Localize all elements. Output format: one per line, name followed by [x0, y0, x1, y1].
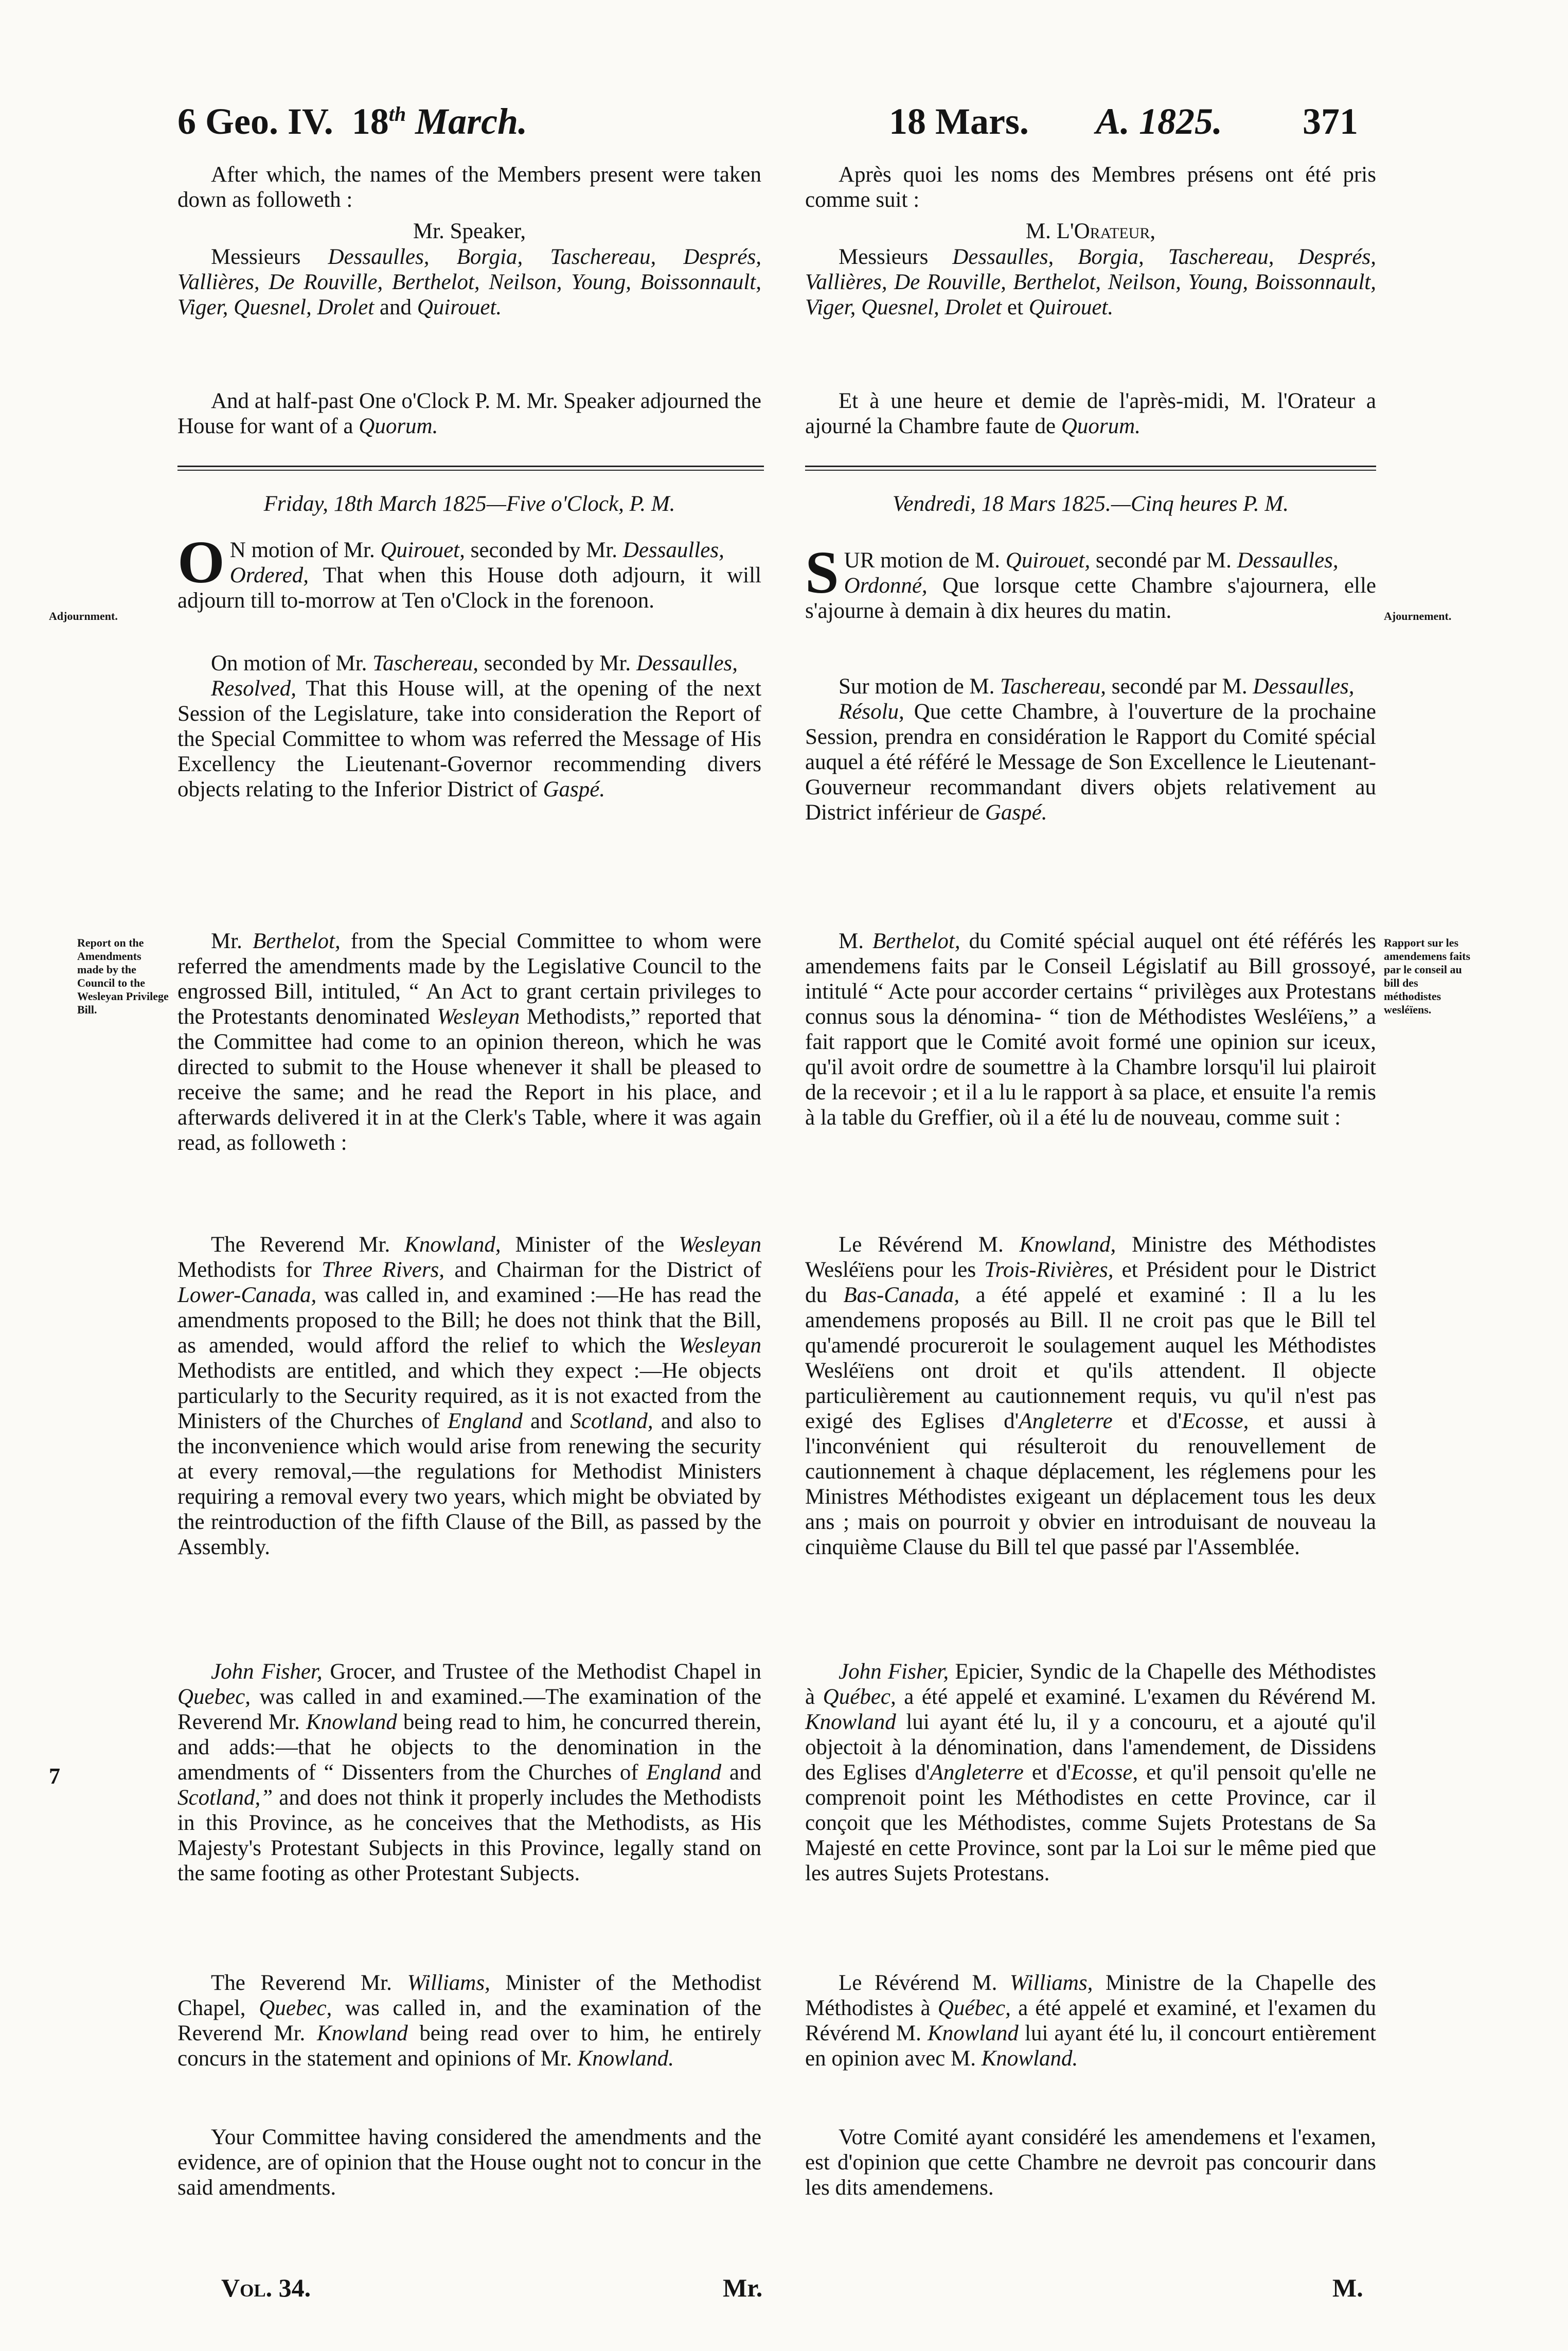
place-name: Ecosse, — [1071, 1760, 1138, 1785]
members-last-fr: Quirouet. — [1028, 295, 1114, 319]
date-line-text: Friday, 18th March 1825—Five o'Clock, P. M. — [263, 492, 675, 516]
evidence-text: was called in, and examined :—He has read the amendments proposed to the Bill; he does not think that the Bill, as amended, would afford the relief to which the — [177, 1283, 762, 1358]
seconder-name: Dessaulles, — [622, 538, 724, 562]
place-name: Gaspé. — [543, 777, 605, 802]
witness-name: Williams, — [407, 1971, 490, 1995]
adjourn-note — [177, 388, 761, 439]
running-head-left — [177, 100, 527, 143]
year-label: A. 1825. — [1096, 101, 1223, 142]
motion-text: seconded by Mr. — [484, 651, 631, 675]
place-name: Quebec, — [259, 1996, 332, 2020]
members-list-fr — [805, 244, 1376, 320]
conclusion-text-fr: Votre Comité ayant considéré les amendemens et l'examen, est d'opinion que cette Chambre ne devroit pas concourir dans les dits amendemens. — [805, 2125, 1376, 2200]
motion-text: N motion of Mr. — [229, 538, 375, 562]
place-name: Ecosse, — [1182, 1409, 1249, 1433]
evidence-text: The Reverend Mr. — [211, 1971, 392, 1995]
motion-text: Sur motion de M. — [839, 674, 995, 699]
evidence-text: Methodists are entitled, and which they expect :—He objects particularly to the Security required, as it is not exacted from the Ministers of the Churches of — [177, 1359, 761, 1433]
place-name: Québec, — [823, 1685, 896, 1709]
place-name: Angleterre — [930, 1760, 1024, 1785]
report-text: Mr. — [211, 929, 242, 953]
evidence-text: et d' — [1131, 1409, 1182, 1433]
report-text: Methodists,” reported that the Committee had come to an opinion thereon, which he was directed to submit to the House whenever it shall be pleased to receive the same; and he read the Report in his place, and afterwards delivered it in at the Clerk's Table, where it was again read, as followeth : — [177, 1005, 762, 1155]
fisher-evidence-fr — [805, 1659, 1376, 1886]
evidence-text: et qu'il pensoit qu'elle ne comprenoit point les Méthodistes en cette Province, car il conçoit que les Méthodistes, comme Sujets Protestans de Sa Majesté en cette Province, sont par la Loi sur le même pied que les autres Sujets Protestans. — [805, 1760, 1377, 1885]
evidence-text: a été appelé et examiné, et l'examen du Révérend M. — [805, 1996, 1376, 2045]
resolved-word: Résolu, — [839, 700, 904, 724]
report-text: from the Special Committee to whom were referred the amendments made by the Legislative Council to the engrossed Bill, intituled, “ An Act to grant certain privileges to the Protestants denominated — [177, 929, 762, 1029]
members-intro-text: After which, the names of the Members present were taken down as followeth : — [177, 163, 761, 212]
place-name: Three Rivers, — [322, 1258, 445, 1282]
date-line — [177, 491, 761, 516]
witness-name: John Fisher, — [839, 1660, 949, 1684]
evidence-text: Methodists for — [177, 1258, 312, 1282]
denomination: Wesleyan — [437, 1005, 520, 1029]
motion-text: seconded by Mr. — [470, 538, 618, 562]
evidence-text: Ministre de la Chapelle des Méthodistes à — [805, 1971, 1377, 2020]
report-text: du Comité spécial auquel ont été référés les amendemens faits par le Conseil Législatif au Bill grossoyé, intitulé “ Acte pour accorder certains “ privilèges aux Protestans connus sous la dénomina- “ tion de Méthodistes Wesléïens,” a fait rapport que le Comité avoit formé une opinion sur iceux, qu'il avoit ordre de soumettre à la Chambre lorsqu'il lui plairoit de la recevoir ; et il a lu le rapport à sa place, et ensuite l'a remis à la table du Greffier, où il a été lu de nouveau, comme suit : — [805, 929, 1376, 1130]
motion-text: secondé par M. — [1111, 674, 1248, 699]
members-intro-fr — [805, 162, 1376, 212]
witness-name: Knowland, — [404, 1233, 501, 1257]
date-month: March. — [415, 101, 528, 142]
williams-evidence-fr — [805, 1970, 1376, 2071]
evidence-text: being read over to him, he entirely concurs in the statement and opinions of Mr. — [177, 2021, 762, 2071]
place-name: Lower-Canada, — [177, 1283, 317, 1307]
evidence-text: and also to the inconvenience which would arise from renewing the security at every removal,—the regulations for Methodist Ministers requiring a removal every two years, which might be obviated by the reintroduction of the fifth Clause of the Bill, as passed by the Assembly. — [177, 1409, 762, 1559]
place-name: Québec, — [937, 1996, 1011, 2020]
evidence-text: Ministre des Méthodistes Wesléïens pour les — [805, 1233, 1377, 1282]
motion-adjourn-fr — [805, 539, 1376, 624]
resolved-word: Resolved, — [211, 676, 296, 701]
speaker-text-fr: M. L'Orateur, — [1025, 219, 1156, 243]
knowland-evidence-fr — [805, 1232, 1376, 1560]
place-name: Gaspé. — [985, 800, 1047, 825]
evidence-text: being read to him, he concurred therein, and adds:—that he objects to the denomination in the amendments of “ Dissenters from the Churches of — [177, 1710, 761, 1785]
place-name: Angleterre — [1019, 1409, 1113, 1433]
evidence-text: The Reverend Mr. — [211, 1233, 390, 1257]
catchword-left: Mr. — [723, 2273, 763, 2302]
committee-conclusion — [177, 2125, 761, 2200]
speaker-line: Mr. Speaker, — [413, 219, 526, 243]
motion-report — [177, 651, 761, 802]
williams-evidence — [177, 1970, 761, 2071]
witness-name: Williams, — [1010, 1971, 1093, 1995]
motion-text: On motion of Mr. — [211, 651, 367, 675]
committee-conclusion-fr — [805, 2125, 1376, 2200]
mover-name: Quirouet, — [380, 538, 465, 562]
date-line-text-fr: Vendredi, 18 Mars 1825.—Cinq heures P. M. — [893, 492, 1289, 516]
witness-name: Knowland, — [1019, 1233, 1116, 1257]
witness-name: Knowland — [928, 2021, 1019, 2045]
members-last: Quirouet. — [417, 295, 502, 319]
witness-name: Knowland — [306, 1710, 397, 1734]
margin-note-adjournment: Adjournment. — [49, 610, 118, 622]
evidence-text: Minister of the — [515, 1233, 665, 1257]
evidence-text: and Chairman for the District of — [454, 1258, 762, 1282]
evidence-text: a été appelé et examiné. L'examen du Révérend M. — [904, 1685, 1377, 1709]
running-head-right — [889, 100, 1029, 143]
evidence-text: Le Révérend M. — [839, 1971, 997, 1995]
ordered-word: Ordonné, — [844, 574, 928, 598]
section-rule-left — [177, 466, 764, 471]
place-name: England — [646, 1760, 722, 1785]
speaker-line-fr — [805, 219, 1376, 244]
evidence-text: was called in, and the examination of the Reverend Mr. — [177, 1996, 762, 2045]
quorum-word: Quorum. — [359, 414, 438, 438]
motion-text: UR motion de M. — [844, 548, 1001, 573]
motion-text: Que lorsque cette Chambre s'ajournera, elle s'ajourne à demain à dix heures du matin. — [805, 574, 1376, 623]
date-day: 18 — [351, 101, 389, 142]
margin-note-rapport: Rapport sur les amendemens faits par le conseil au bill des méthodistes wesléïens. — [1384, 936, 1471, 1016]
mover-name: Quirouet, — [1005, 548, 1091, 573]
witness-name: Knowland. — [981, 2046, 1078, 2071]
members-names-fr: Dessaulles, Borgia, Taschereau, Després, Vallières, De Rouville, Berthelot, Neilson, Young, Boissonnault, Viger, Quesnel, Drolet — [805, 245, 1376, 319]
evidence-text: Epicier, Syndic de la Chapelle des Méthodistes à — [805, 1660, 1376, 1709]
seconder-name: Dessaulles, — [1253, 674, 1355, 699]
motion-text: That this House will, at the opening of the next Session of the Legislature, take into consideration the Report of the Special Committee to whom was referred the Message of His Excellency the Lieutenant-Governor recommending divers objects relating to the Inferior District of — [177, 676, 761, 802]
members-intro-text-fr: Après quoi les noms des Membres présens ont été pris comme suit : — [805, 163, 1376, 212]
report-text: M. — [839, 929, 864, 953]
members-names: Dessaulles, Borgia, Taschereau, Després, Vallières, De Rouville, Berthelot, Neilson, Young, Boissonnault, Viger, Quesnel, Drolet — [177, 245, 761, 319]
evidence-text: and does not think it properly includes the Methodists in this Province, as he conceives that the Methodists, as His Majesty's Protestant Subjects in this Province, legally stand on the same footing as other Protestant Subjects. — [177, 1786, 761, 1885]
page-number: 371 — [1303, 101, 1358, 142]
witness-name: Knowland — [805, 1710, 896, 1734]
volume-signature — [221, 2273, 311, 2303]
seconder-name: Dessaulles, — [1237, 548, 1339, 573]
mover-name: Taschereau, — [372, 651, 479, 675]
evidence-text: Minister of the Methodist Chapel, — [177, 1971, 761, 2020]
ordered-word: Ordered, — [229, 563, 309, 587]
witness-name: Knowland. — [577, 2046, 674, 2071]
evidence-text: and — [729, 1760, 761, 1785]
drop-cap: S — [805, 539, 839, 606]
motion-text: Que cette Chambre, à l'ouverture de la prochaine Session, prendra en considération le Rapport du Comité spécial auquel a été référé le Message de Son Excellence le Lieutenant-Gouverneur recommandant divers objets relativement au District inférieur de — [805, 700, 1376, 825]
adjourn-text-fr: Et à une heure et demie de l'après-midi, M. l'Orateur a ajourné la Chambre faute de — [805, 389, 1376, 438]
place-name: Scotland, — [570, 1409, 653, 1433]
drop-cap: O — [177, 528, 225, 596]
margin-stray-mark: 7 — [49, 1764, 60, 1789]
catchword-right: M. — [1332, 2273, 1363, 2302]
members-and: and — [379, 295, 412, 319]
adjourn-text: And at half-past One o'Clock P. M. Mr. Speaker adjourned the House for want of a — [177, 389, 761, 438]
members-lead-fr: Messieurs — [839, 245, 929, 269]
evidence-text: lui ayant été lu, il y a concouru, et a ajouté qu'il objectoit à la dénomination, dans l'amendement, de Dissidens des Eglises d' — [805, 1710, 1376, 1785]
members-list — [177, 244, 761, 320]
seconder-name: Dessaulles, — [636, 651, 738, 675]
witness-name: Knowland — [316, 2021, 408, 2045]
member-name: Berthelot, — [872, 929, 960, 953]
quorum-word-fr: Quorum. — [1061, 414, 1141, 438]
evidence-text: and — [530, 1409, 563, 1433]
members-lead: Messieurs — [211, 245, 301, 269]
evidence-text: et d' — [1031, 1760, 1072, 1785]
margin-note-ajournement: Ajournement. — [1384, 610, 1452, 622]
adjourn-note-fr — [805, 388, 1376, 439]
member-name: Berthelot, — [252, 929, 341, 953]
running-head-year — [1096, 100, 1222, 143]
motion-text: secondé par M. — [1095, 548, 1232, 573]
place-name: Quebec, — [177, 1685, 251, 1709]
motion-adjourn — [177, 528, 761, 613]
witness-name: John Fisher, — [211, 1660, 323, 1684]
place-name: Bas-Canada, — [843, 1283, 960, 1307]
evidence-text: et aussi à l'inconvénient qui résulteroit du renouvellement de cautionnement à chaque déplacement, les réglemens pour les Ministres Méthodistes exigeant un déplacement tous les deux ans ; mais on pourroit y obvier en introduisant de nouveau la cinquième Clause du Bill tel que passé par l'Assemblée. — [805, 1409, 1377, 1559]
denomination: Wesleyan — [679, 1233, 761, 1257]
evidence-text: Le Révérend M. — [839, 1233, 1004, 1257]
place-name: Scotland,” — [177, 1786, 273, 1810]
margin-note-report: Report on the Amendments made by the Council to the Wesleyan Privilege Bill. — [77, 936, 169, 1016]
date-fr: 18 Mars. — [889, 101, 1029, 142]
members-and-fr: et — [1007, 295, 1023, 319]
conclusion-text: Your Committee having considered the amendments and the evidence, are of opinion that the House ought not to concur in the said amendments. — [177, 2125, 761, 2200]
place-name: Trois-Rivières, — [984, 1258, 1114, 1282]
knowland-evidence — [177, 1232, 761, 1560]
denomination: Wesleyan — [679, 1333, 762, 1358]
fisher-evidence — [177, 1659, 761, 1886]
date-suffix: th — [388, 102, 406, 126]
volume-label: Vol. 34. — [221, 2273, 311, 2302]
motion-text: That when this House doth adjourn, it will adjourn till to-morrow at Ten o'Clock in the forenoon. — [177, 563, 761, 613]
reign-label: 6 Geo. IV. — [177, 101, 333, 142]
members-intro — [177, 162, 761, 212]
evidence-text: et Président pour le District du — [805, 1258, 1377, 1307]
committee-report — [177, 929, 761, 1155]
date-line-fr — [805, 491, 1376, 516]
evidence-text: Grocer, and Trustee of the Methodist Chapel in — [330, 1660, 761, 1684]
evidence-text: lui ayant été lu, il concourt entièrement en opinion avec M. — [805, 2021, 1377, 2071]
motion-report-fr — [805, 674, 1376, 825]
evidence-text: was called in and examined.—The examination of the Reverend Mr. — [177, 1685, 761, 1734]
committee-report-fr — [805, 929, 1376, 1130]
section-rule-right — [805, 466, 1376, 471]
mover-name: Taschereau, — [1000, 674, 1107, 699]
place-name: England — [448, 1409, 523, 1433]
evidence-text: a été appelé et examiné : Il a lu les amendemens proposés au Bill. Il ne croit pas que le Bill tel qu'amendé procureroit le soulagement auquel les Méthodistes Wesléïens ont droit et qu'ils attendent. Il objecte particulièrement au cautionnement requis, vu qu'il n'est pas exigé des Eglises d' — [805, 1283, 1377, 1433]
